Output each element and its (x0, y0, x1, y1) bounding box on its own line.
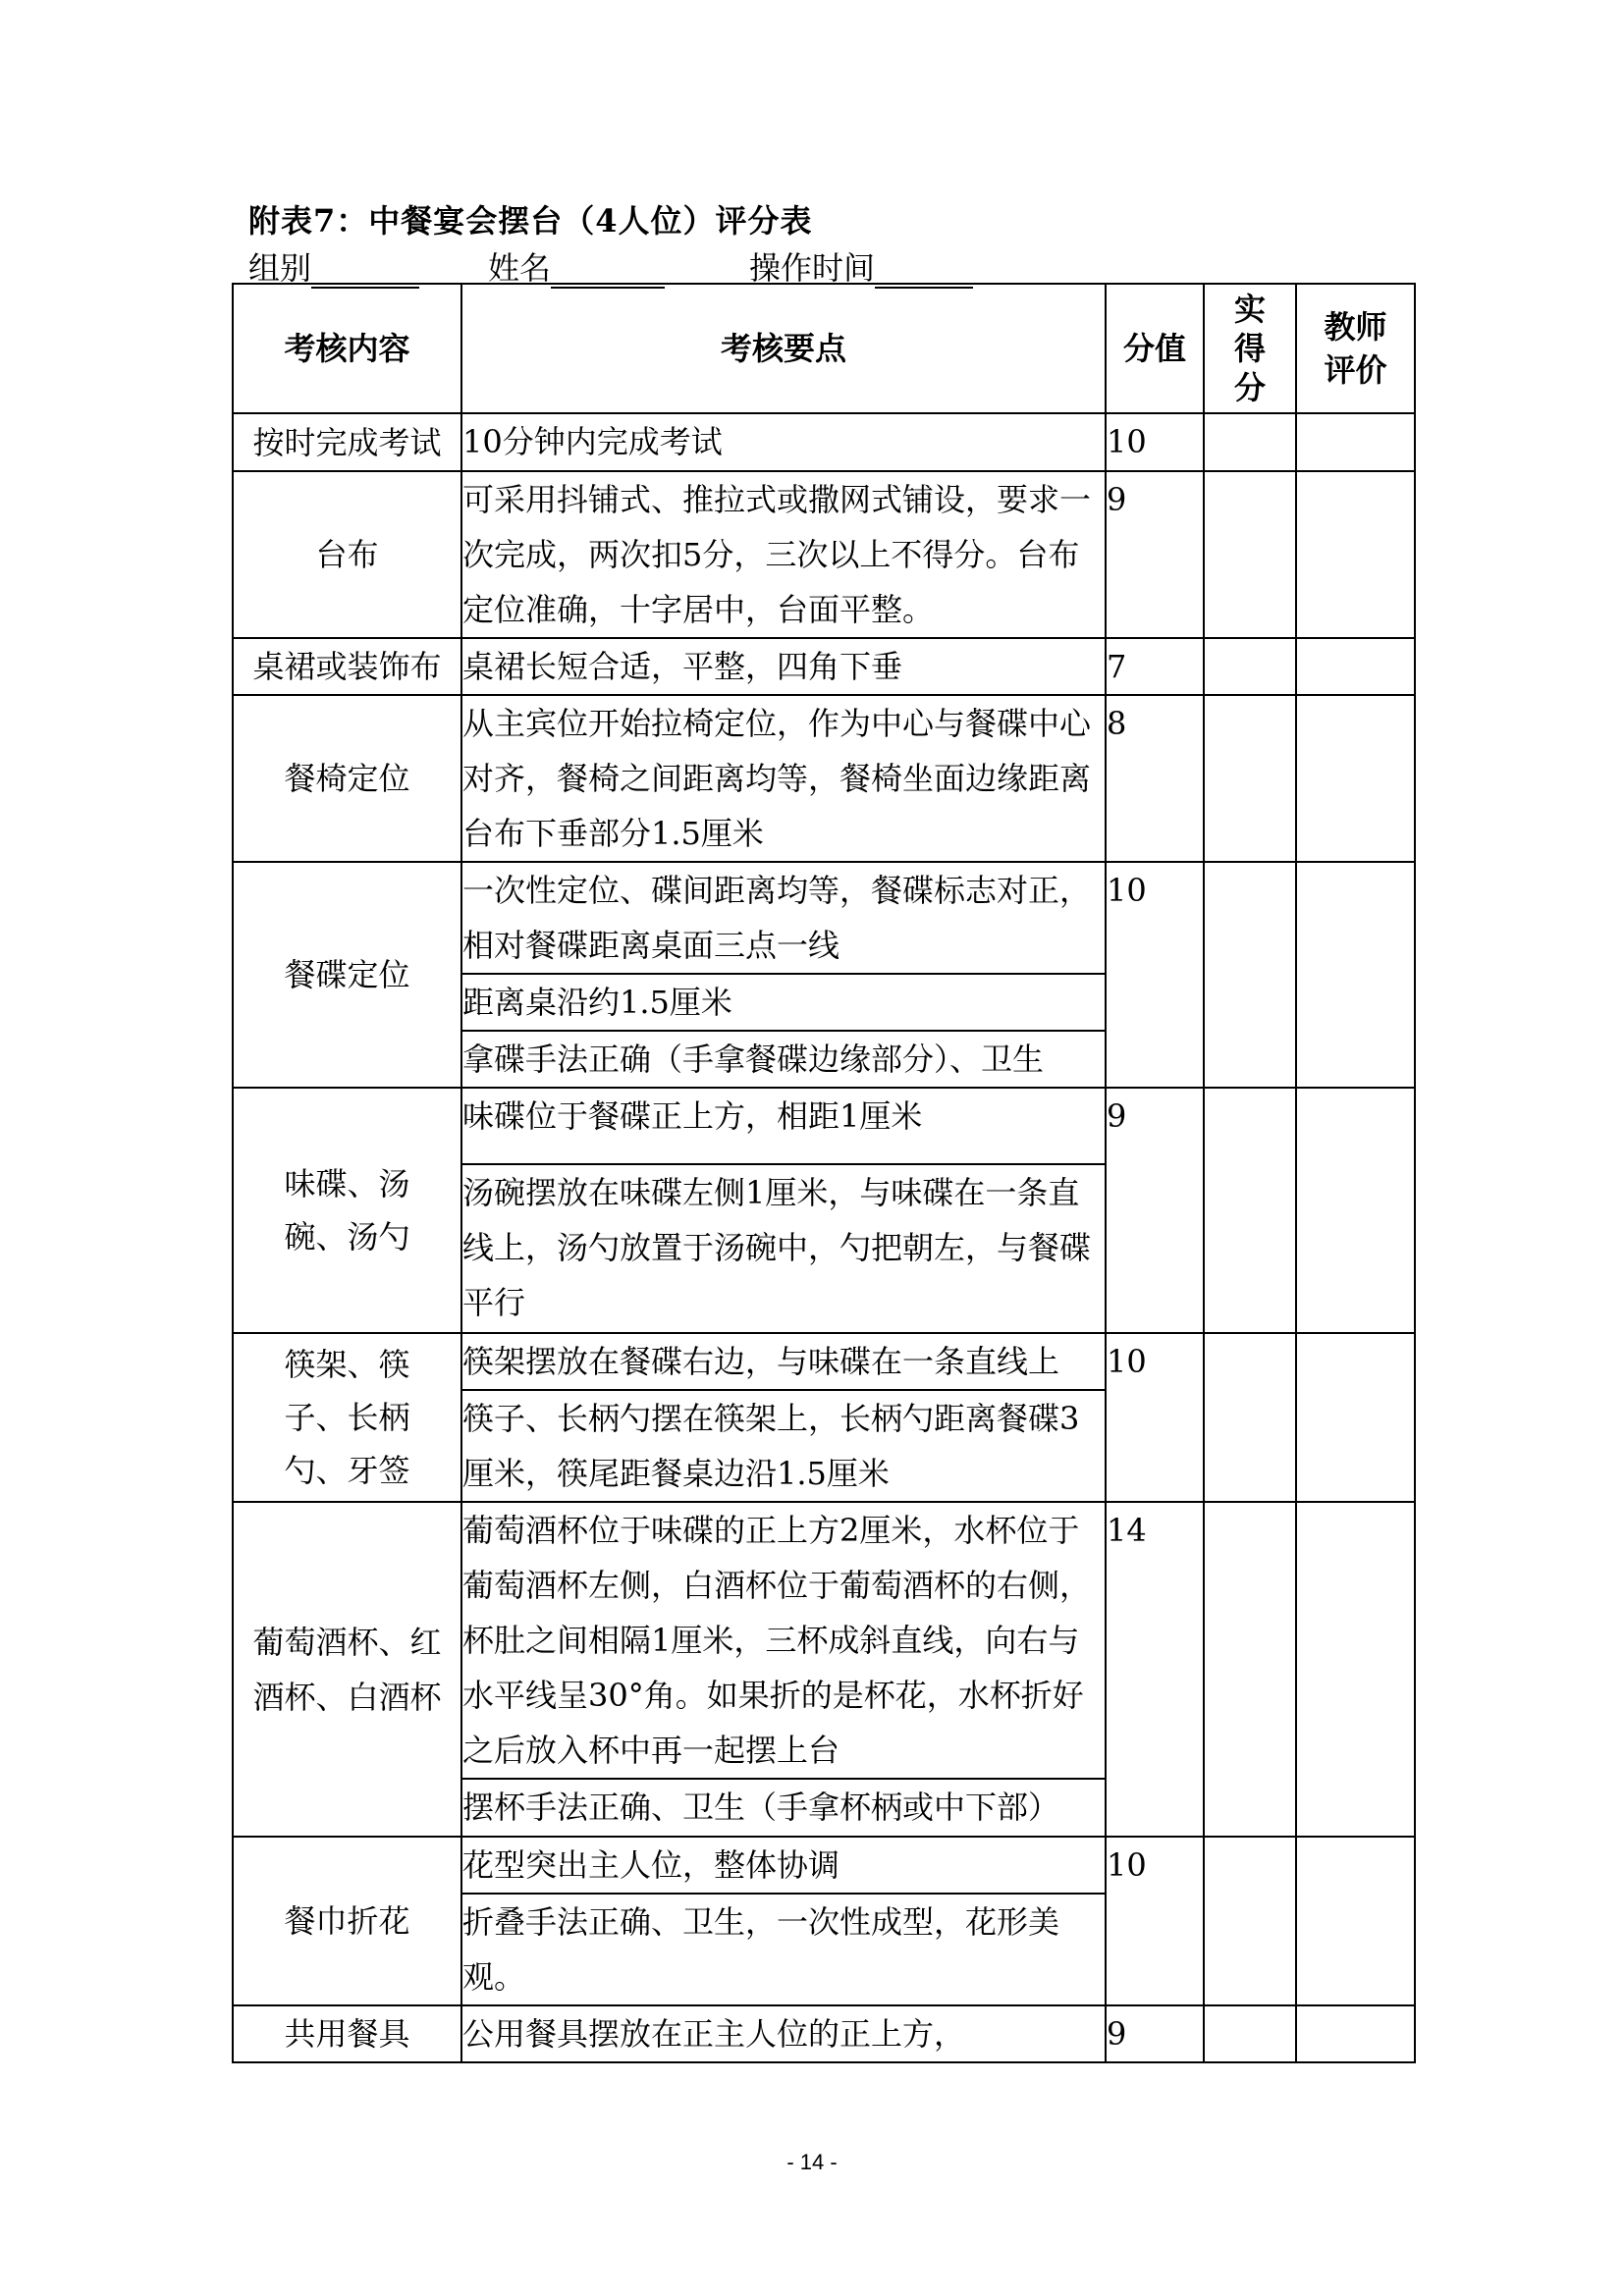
header-score: 分值 (1106, 284, 1204, 413)
category-cell: 餐巾折花 (233, 1837, 461, 2005)
category-cell: 葡萄酒杯、红酒杯、白酒杯 (233, 1502, 461, 1837)
teacher-eval-cell (1296, 471, 1415, 638)
actual-score-cell (1204, 413, 1296, 471)
table-row (233, 862, 1415, 974)
table-row (233, 1088, 1415, 1164)
table-row (233, 413, 1415, 471)
table-row (233, 1837, 1415, 1894)
teacher-eval-cell (1296, 1088, 1415, 1333)
category-cell: 共用餐具 (233, 2005, 461, 2062)
score-cell: 14 (1106, 1502, 1204, 1837)
point-cell: 距离桌沿约1.5厘米 (461, 974, 1106, 1031)
point-cell: 一次性定位、碟间距离均等，餐碟标志对正，相对餐碟距离桌面三点一线 (461, 862, 1106, 974)
table-row (233, 638, 1415, 695)
teacher-eval-cell (1296, 695, 1415, 862)
point-cell: 花型突出主人位，整体协调 (461, 1837, 1106, 1894)
category-cell: 味碟、汤碗、汤勺 (233, 1088, 461, 1333)
actual-score-cell (1204, 638, 1296, 695)
score-cell: 9 (1106, 2005, 1204, 2062)
teacher-eval-cell (1296, 862, 1415, 1088)
actual-score-cell (1204, 1088, 1296, 1333)
point-cell: 可采用抖铺式、推拉式或撒网式铺设，要求一次完成，两次扣5分，三次以上不得分。台布定位准确，十字居中，台面平整。 (461, 471, 1106, 638)
category-cell: 餐椅定位 (233, 695, 461, 862)
header-teacher: 教师评价 (1296, 284, 1415, 413)
category-cell: 台布 (233, 471, 461, 638)
table-row (233, 2005, 1415, 2062)
actual-score-cell (1204, 1837, 1296, 2005)
time-label: 操作时间 (749, 249, 876, 287)
category-cell: 筷架、筷子、长柄勺、牙签 (233, 1333, 461, 1502)
header-content: 考核内容 (233, 284, 461, 413)
group-label: 组别 (248, 249, 312, 287)
score-cell: 10 (1106, 413, 1204, 471)
actual-score-cell (1204, 695, 1296, 862)
actual-score-cell (1204, 1502, 1296, 1837)
score-cell: 10 (1106, 1333, 1204, 1502)
point-cell: 桌裙长短合适，平整，四角下垂 (461, 638, 1106, 695)
table-row (233, 471, 1415, 638)
score-table (232, 283, 1416, 2063)
header-row (233, 284, 1415, 413)
point-cell: 公用餐具摆放在正主人位的正上方， (461, 2005, 1106, 2062)
name-label: 姓名 (488, 249, 552, 287)
page-number: - 14 - (786, 2150, 838, 2174)
point-cell: 筷架摆放在餐碟右边，与味碟在一条直线上 (461, 1333, 1106, 1390)
teacher-eval-cell (1296, 413, 1415, 471)
point-cell: 10分钟内完成考试 (461, 413, 1106, 471)
score-cell: 9 (1106, 1088, 1204, 1333)
point-cell: 拿碟手法正确（手拿餐碟边缘部分）、卫生 (461, 1031, 1106, 1088)
actual-score-cell (1204, 862, 1296, 1088)
actual-score-cell (1204, 471, 1296, 638)
actual-score-cell (1204, 1333, 1296, 1502)
category-cell: 餐碟定位 (233, 862, 461, 1088)
point-cell: 折叠手法正确、卫生，一次性成型，花形美观。 (461, 1894, 1106, 2005)
header-actual: 实得分 (1204, 284, 1296, 413)
table-row (233, 1333, 1415, 1390)
teacher-eval-cell (1296, 1837, 1415, 2005)
teacher-eval-cell (1296, 1502, 1415, 1837)
teacher-eval-cell (1296, 638, 1415, 695)
category-cell: 桌裙或装饰布 (233, 638, 461, 695)
point-cell: 汤碗摆放在味碟左侧1厘米，与味碟在一条直线上，汤勺放置于汤碗中，勺把朝左，与餐碟平行 (461, 1164, 1106, 1333)
actual-score-cell (1204, 2005, 1296, 2062)
header-points: 考核要点 (461, 284, 1106, 413)
score-cell: 10 (1106, 1837, 1204, 2005)
score-cell: 9 (1106, 471, 1204, 638)
score-cell: 7 (1106, 638, 1204, 695)
point-cell: 摆杯手法正确、卫生（手拿杯柄或中下部） (461, 1779, 1106, 1837)
table-row (233, 695, 1415, 862)
point-cell: 筷子、长柄勺摆在筷架上，长柄勺距离餐碟3厘米，筷尾距餐桌边沿1.5厘米 (461, 1390, 1106, 1502)
page-title: 附表7：中餐宴会摆台（4人位）评分表 (248, 202, 813, 240)
category-cell: 按时完成考试 (233, 413, 461, 471)
table-row (233, 1502, 1415, 1779)
point-cell: 从主宾位开始拉椅定位，作为中心与餐碟中心对齐，餐椅之间距离均等，餐椅坐面边缘距离台布下垂部分1.5厘米 (461, 695, 1106, 862)
teacher-eval-cell (1296, 1333, 1415, 1502)
point-cell: 葡萄酒杯位于味碟的正上方2厘米，水杯位于葡萄酒杯左侧，白酒杯位于葡萄酒杯的右侧，杯肚之间相隔1厘米，三杯成斜直线，向右与水平线呈30°角。如果折的是杯花，水杯折好之后放入杯中再一起摆上台 (461, 1502, 1106, 1779)
score-cell: 10 (1106, 862, 1204, 1088)
score-cell: 8 (1106, 695, 1204, 862)
teacher-eval-cell (1296, 2005, 1415, 2062)
point-cell: 味碟位于餐碟正上方，相距1厘米 (461, 1088, 1106, 1164)
